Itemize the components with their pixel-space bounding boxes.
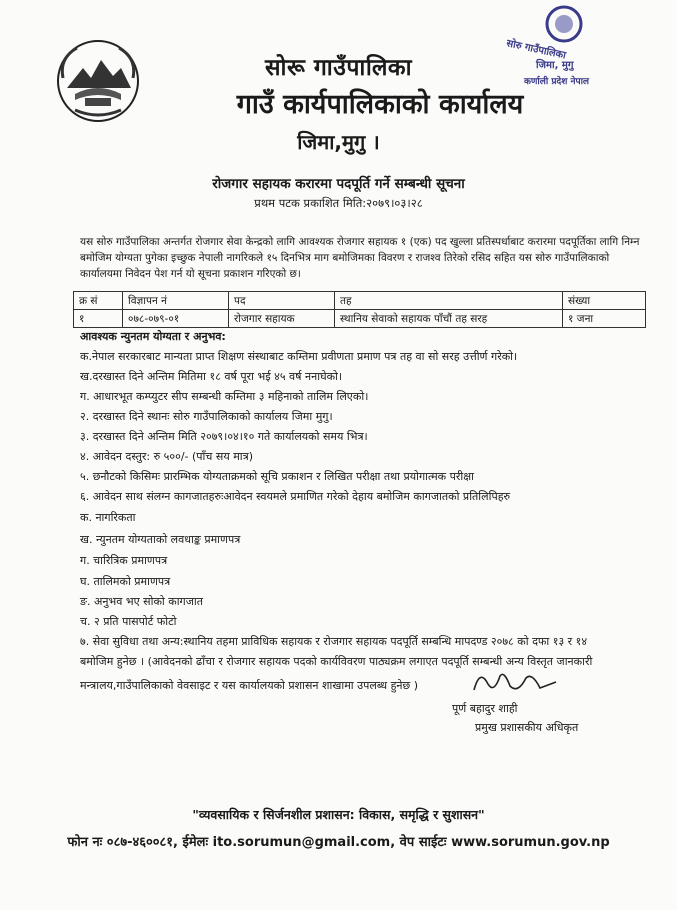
requirement-item: ४. आवेदन दस्तुर: रु ५००/- (पाँच सय मात्र) xyxy=(80,450,253,463)
requirement-item: क.नेपाल सरकारबाट मान्यता प्राप्त शिक्षण संस्थाबाट कम्तिमा प्रवीणता प्रमाण पत्र तह वा सो सरह उत्तीर्ण गरेको। xyxy=(80,350,518,363)
signatory-role: प्रमुख प्रशासकीय अधिकृत xyxy=(475,721,579,734)
signature-scribble xyxy=(470,664,560,700)
office-name: गाउँ कार्यपालिकाको कार्यालय xyxy=(236,89,524,120)
requirements-title: आवश्यक न्युनतम योग्यता र अनुभव: xyxy=(80,330,226,343)
requirement-item: ख. न्युनतम योग्यताको लवधाङ्क प्रमाणपत्र xyxy=(80,533,241,546)
requirement-item: ६. आवेदन साथ संलग्न कागजातहरुःआवेदन स्वयमले प्रमाणित गरेको देहाय बमोजिम कागजातको प्रतिलिपिहरु xyxy=(80,490,511,503)
table-cell: रोजगार सहायक xyxy=(229,310,335,328)
vacancy-table xyxy=(73,291,646,328)
table-header-row xyxy=(74,292,646,310)
requirement-item: क. नागरिकता xyxy=(80,511,136,524)
svg-text:कर्णाली प्रदेश नेपाल: कर्णाली प्रदेश नेपाल xyxy=(524,77,590,87)
contact-info: फोन नः ०८७-४६००८१, ईमेलः ito.sorumun@gmail.com, वेप साईटः www.sorumun.gov.np xyxy=(67,835,610,850)
requirement-item: ग. चारित्रिक प्रमाणपत्र xyxy=(80,554,168,567)
requirement-item: ५. छनौटको किसिमः प्रारम्भिक योग्यताक्रमको सूचि प्रकाशन र लिखित परीक्षा तथा प्रयोगात्मक परीक्षा xyxy=(80,470,474,483)
svg-text:जिमा, मुगु: जिमा, मुगु xyxy=(536,60,574,71)
table-cell: १ जना xyxy=(563,310,646,328)
notice-title: रोजगार सहायक करारमा पदपूर्ति गर्ने सम्बन्धी सूचना xyxy=(212,176,465,192)
motto: "व्यवसायिक र सिर्जनशील प्रशासन: विकास, समृद्धि र सुशासन" xyxy=(192,807,485,822)
municipality-name: सोरू गाउँपालिका xyxy=(264,55,413,81)
table-cell: ०७८-०७९-०१ xyxy=(123,310,229,328)
table-header-cell: तह xyxy=(335,292,563,310)
table-header-cell: क्र सं xyxy=(74,292,123,310)
requirement-item: ३. दरखास्त दिने अन्तिम मिति २०७९।०४।१० गते कार्यालयको समय भित्र। xyxy=(80,430,368,443)
svg-text:सोरु गाउँपालिका: सोरु गाउँपालिका xyxy=(506,38,567,62)
requirement-item: ख.दरखास्त दिने अन्तिम मितिमा १८ वर्ष पूरा भई ४५ वर्ष ननाघेको। xyxy=(80,370,343,383)
requirement-item: च. २ प्रति पासपोर्ट फोटो xyxy=(80,615,177,628)
note-7-line2: बमोजिम हुनेछ । (आवेदनको ढाँचा र रोजगार सहायक पदको कार्यविवरण पाठ्यक्रम लगाएत पदपूर्ति सम्बन्धी अन्य विस्तृत जानकारी xyxy=(80,655,593,668)
table-header-cell: पद xyxy=(229,292,335,310)
requirement-item: ङ. अनुभव भए सोको कागजात xyxy=(80,595,204,608)
office-location: जिमा,मुगु । xyxy=(297,130,380,154)
table-cell: १ xyxy=(74,310,123,328)
notice-intro: यस सोरु गाउँपालिका अन्तर्गत रोजगार सेवा केन्द्रको लागि आवश्यक रोजगार सहायक १ (एक) पद खुल्ला प्रतिस्पर्धाबाट करारमा पदपूर्तिका लागि निम्न बमोजिम योग्यता पुगेका इच्छुक नेपाली नागरिकले १५ दिनभित्र माग बमोजिमका विवरण र राजश्व तिरेको रसिद सहित यस सोरु गाउँपालिकाको कार्यालयमा निवेदन पेश गर्न यो सूचना प्रकाशन गरिएको छ। xyxy=(80,236,640,280)
table-header-cell: संख्या xyxy=(563,292,646,310)
note-7-line1: ७. सेवा सुविधा तथा अन्य:स्थानिय तहमा प्राविधिक सहायक र रोजगार सहायक पदपूर्ति सम्बन्धि मापदण्ड २०७८ को दफा १३ र १४ xyxy=(80,635,588,648)
publish-date: प्रथम पटक प्रकाशित मिति:२०७९।०३।२८ xyxy=(254,196,423,210)
requirement-item: घ. तालिमको प्रमाणपत्र xyxy=(80,575,171,588)
requirement-item: २. दरखास्त दिने स्थानः सोरु गाउँपालिकाको कार्यालय जिमा मुगु। xyxy=(80,410,333,423)
table-row xyxy=(74,310,646,328)
table-header-cell: विज्ञापन नं xyxy=(123,292,229,310)
signatory-name: पूर्ण बहादुर शाही xyxy=(452,702,518,715)
table-cell: स्थानिय सेवाको सहायक पाँचौं तह सरह xyxy=(335,310,563,328)
note-7-line3: मन्त्रालय,गाउँपालिकाको वेवसाइट र यस कार्यालयको प्रशासन शाखामा उपलब्ध हुनेछ ) xyxy=(80,679,419,692)
requirement-item: ग. आधारभूत कम्प्युटर सीप सम्बन्धी कम्तिमा ३ महिनाको तालिम लिएको। xyxy=(80,390,369,403)
